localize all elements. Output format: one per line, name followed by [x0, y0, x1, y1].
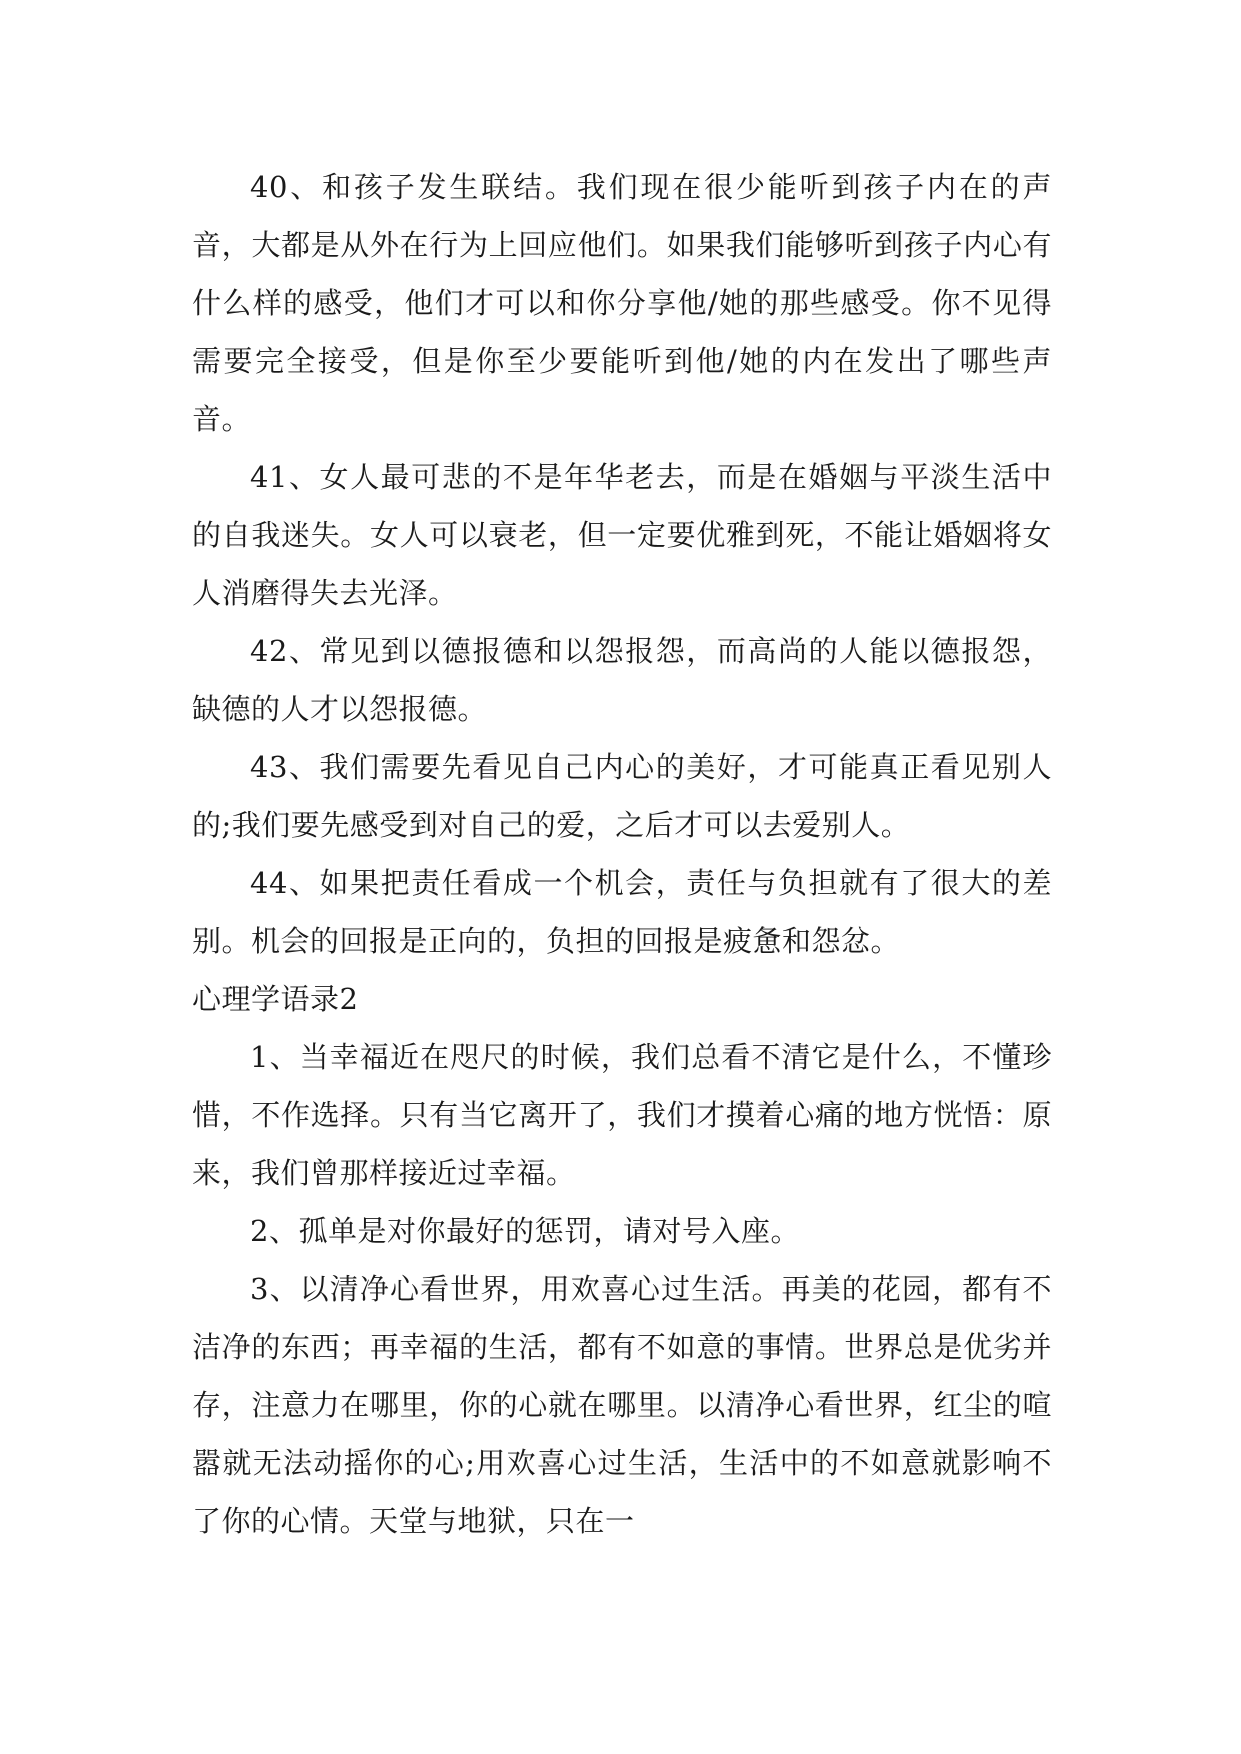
document-body: [192, 158, 1052, 1550]
paragraph-1: 1、当幸福近在咫尺的时候，我们总看不清它是什么，不懂珍惜，不作选择。只有当它离开了，我们才摸着心痛的地方恍悟：原来，我们曾那样接近过幸福。: [192, 1040, 1052, 1190]
paragraph-41: 41、女人最可悲的不是年华老去，而是在婚姻与平淡生活中的自我迷失。女人可以衰老，但一定要优雅到死，不能让婚姻将女人消磨得失去光泽。: [192, 460, 1052, 610]
paragraph-43: 43、我们需要先看见自己内心的美好，才可能真正看见别人的;我们要先感受到对自己的爱，之后才可以去爱别人。: [192, 750, 1052, 842]
paragraph-44: 44、如果把责任看成一个机会，责任与负担就有了很大的差别。机会的回报是正向的，负担的回报是疲惫和怨忿。: [192, 866, 1052, 958]
section-title: 心理学语录2: [192, 982, 359, 1016]
paragraph-2: 2、孤单是对你最好的惩罚，请对号入座。: [250, 1214, 800, 1248]
paragraph-3: 3、以清净心看世界，用欢喜心过生活。再美的花园，都有不洁净的东西；再幸福的生活，都有不如意的事情。世界总是优劣并存，注意力在哪里，你的心就在哪里。以清净心看世界，红尘的喧嚣就无法动摇你的心;用欢喜心过生活，生活中的不如意就影响不了你的心情。天堂与地狱，只在一: [192, 1272, 1052, 1538]
paragraph-42: 42、常见到以德报德和以怨报怨，而高尚的人能以德报怨，缺德的人才以怨报德。: [192, 634, 1052, 726]
paragraph-40: 40、和孩子发生联结。我们现在很少能听到孩子内在的声音，大都是从外在行为上回应他们。如果我们能够听到孩子内心有什么样的感受，他们才可以和你分享他/她的那些感受。你不见得需要完全接受，但是你至少要能听到他/她的内在发出了哪些声音。: [192, 170, 1052, 436]
